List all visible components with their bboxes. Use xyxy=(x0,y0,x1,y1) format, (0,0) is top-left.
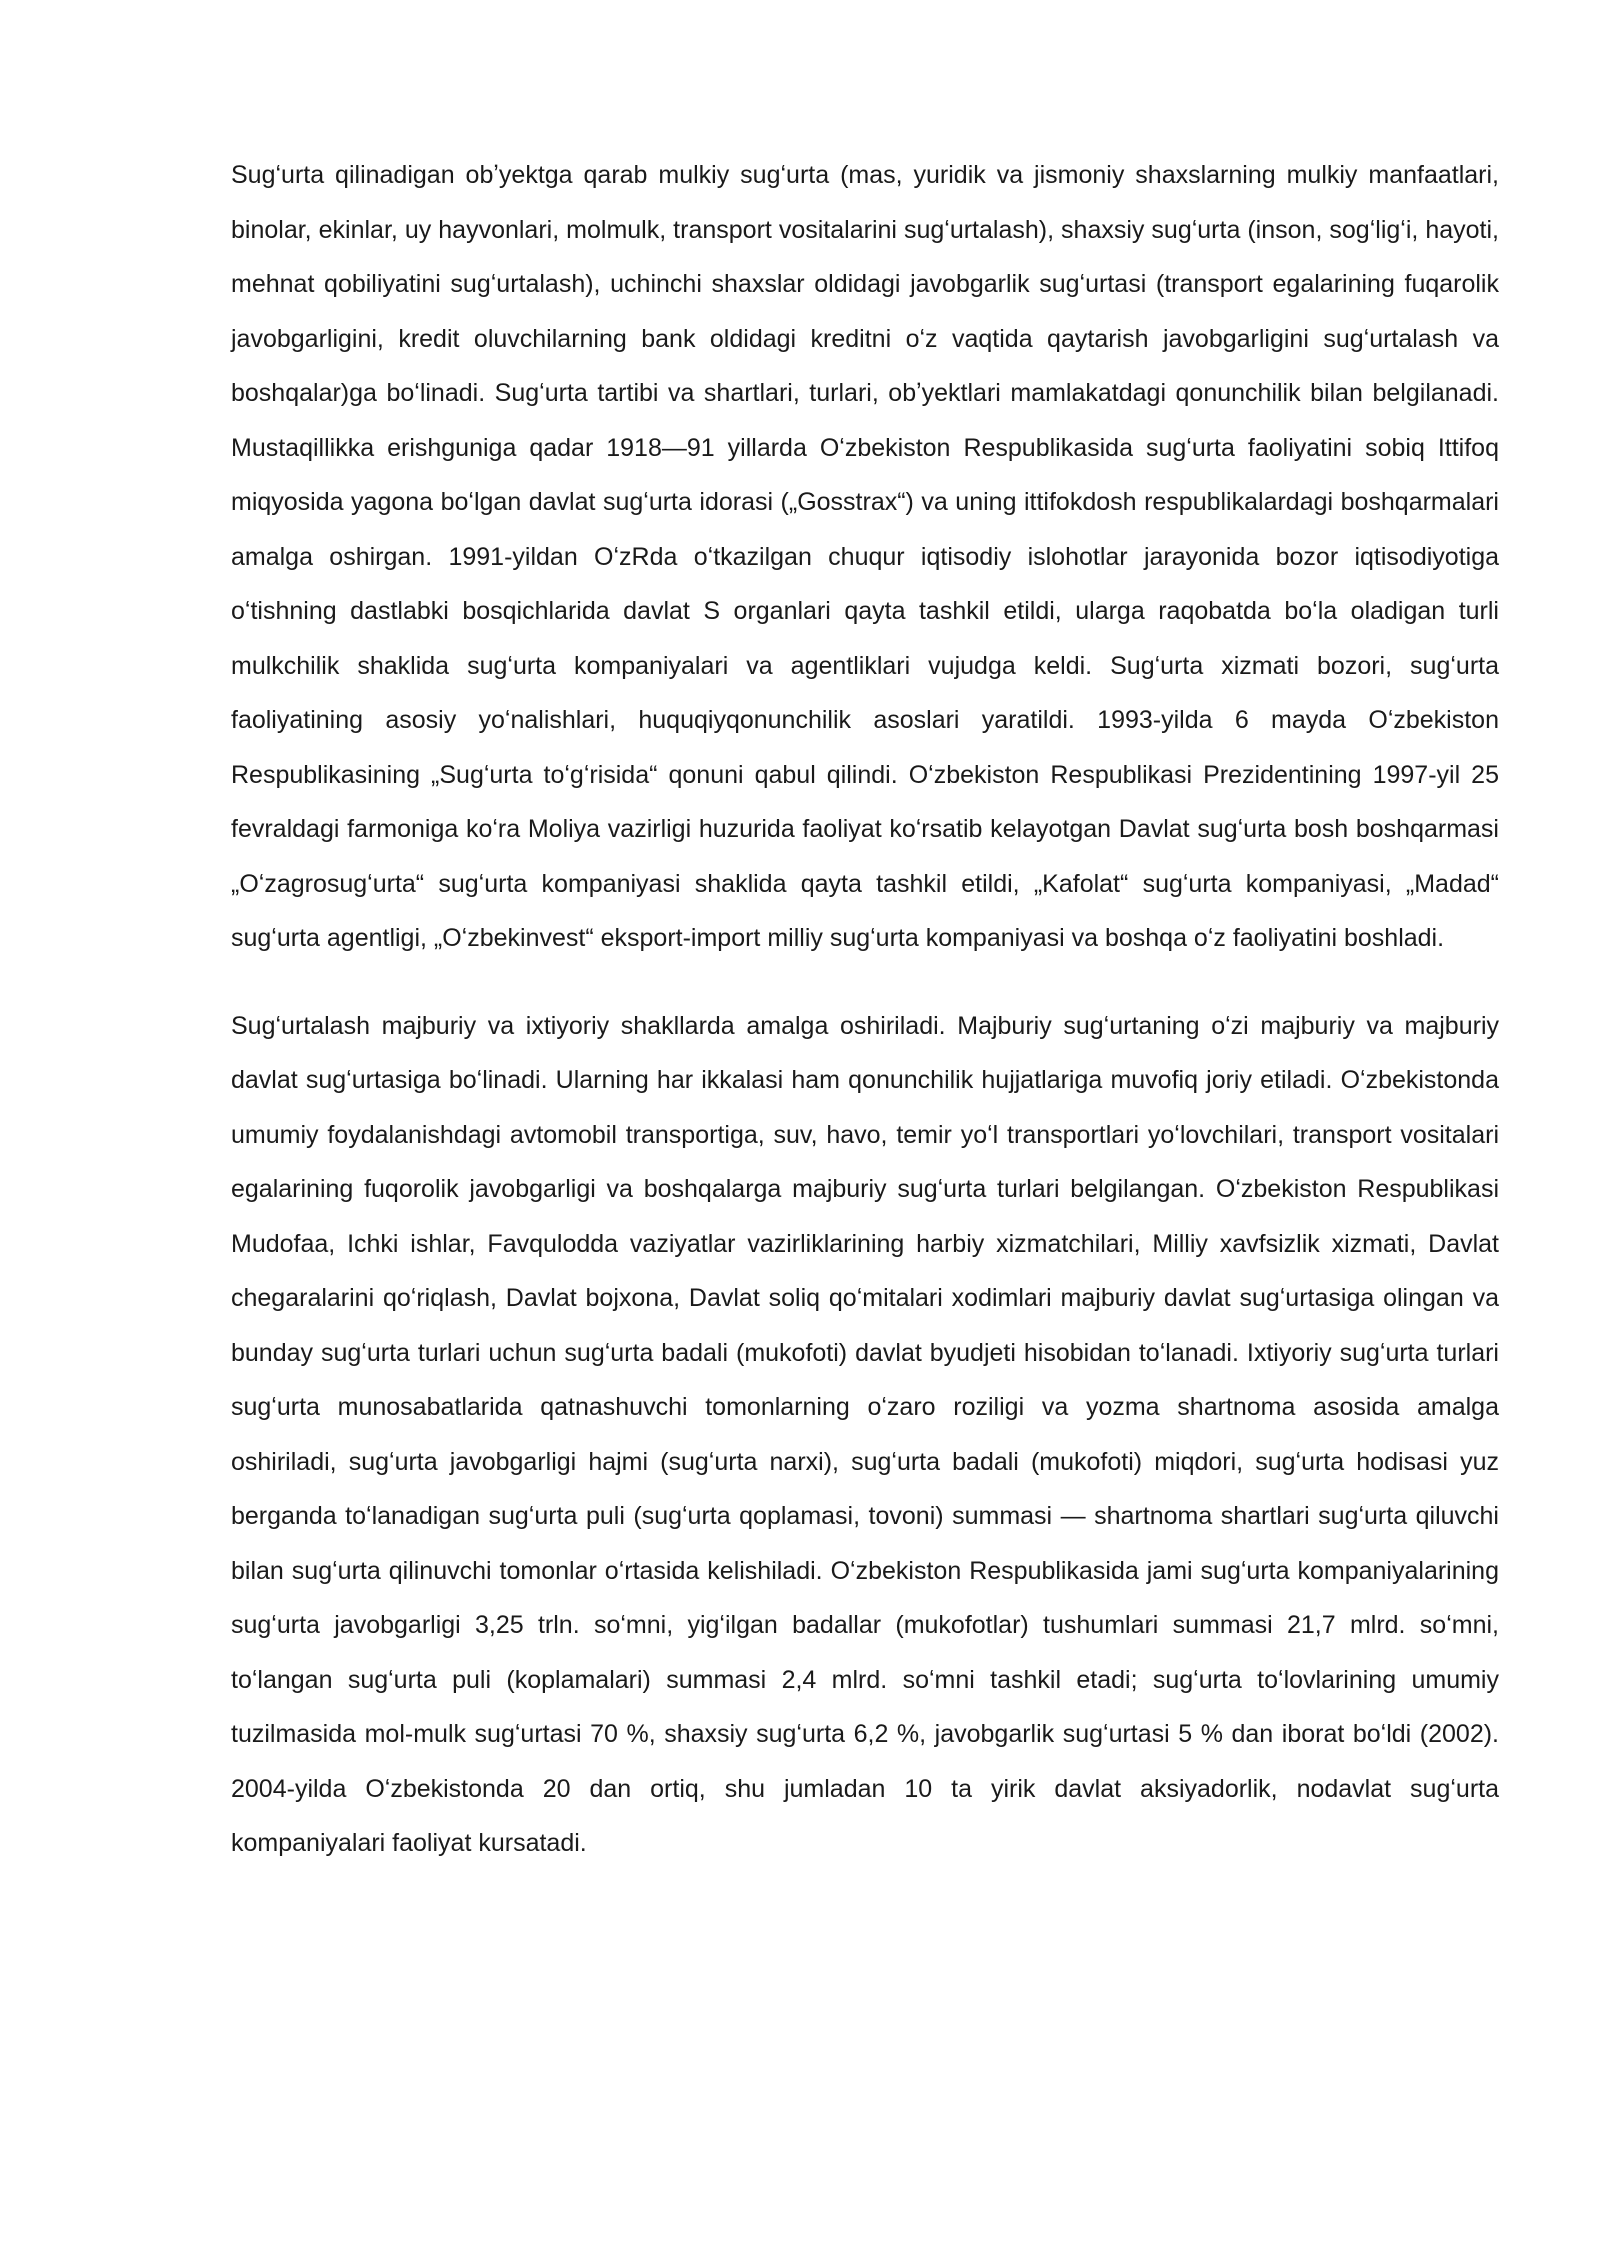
document-body xyxy=(231,148,1499,1871)
paragraph-2: Sugʻurtalash majburiy va ixtiyoriy shakllarda amalga oshiriladi. Majburiy sugʻurtaning oʻzi majburiy va majburiy davlat sugʻurtasiga boʻlinadi. Ularning har ikkalasi ham qonunchilik hujjatlariga muvofiq joriy etiladi. Oʻzbekistonda umumiy foydalanishdagi avtomobil transportiga, suv, havo, temir yoʻl transportlari yoʻlovchilari, transport vositalari egalarining fuqorolik javobgarligi va boshqalarga majburiy sugʻurta turlari belgilangan. Oʻzbekiston Respublikasi Mudofaa, Ichki ishlar, Favqulodda vaziyatlar vazirliklarining harbiy xizmatchilari, Milliy xavfsizlik xizmati, Davlat chegaralarini qoʻriqlash, Davlat bojxona, Davlat soliq qoʻmitalari xodimlari majburiy davlat sugʻurtasiga olingan va bunday sugʻurta turlari uchun sugʻurta badali (mukofoti) davlat byudjeti hisobidan toʻlanadi. Ixtiyoriy sugʻurta turlari sugʻurta munosabatlarida qatnashuvchi tomonlarning oʻzaro roziligi va yozma shartnoma asosida amalga oshiriladi, sugʻurta javobgarligi hajmi (sugʻurta narxi), sugʻurta badali (mukofoti) miqdori, sugʻurta hodisasi yuz berganda toʻlanadigan sugʻurta puli (sugʻurta qoplamasi, tovoni) summasi — shartnoma shartlari sugʻurta qiluvchi bilan sugʻurta qilinuvchi tomonlar oʻrtasida kelishiladi. Oʻzbekiston Respublikasida jami sugʻurta kompaniyalarining sugʻurta javobgarligi 3,25 trln. soʻmni, yigʻilgan badallar (mukofotlar) tushumlari summasi 21,7 mlrd. soʻmni, toʻlangan sugʻurta puli (koplamalari) summasi 2,4 mlrd. soʻmni tashkil etadi; sugʻurta toʻlovlarining umumiy tuzilmasida mol-mulk sugʻurtasi 70 %, shaxsiy sugʻurta 6,2 %, javobgarlik sugʻurtasi 5 % dan iborat boʻldi (2002). 2004-yilda Oʻzbekistonda 20 dan ortiq, shu jumladan 10 ta yirik davlat aksiyadorlik, nodavlat sugʻurta kompaniyalari faoliyat kursatadi. xyxy=(231,1011,1499,1857)
paragraph-1: Sugʻurta qilinadigan obʼyektga qarab mulkiy sugʻurta (mas, yuridik va jismoniy shaxslarning mulkiy manfaatlari, binolar, ekinlar, uy hayvonlari, molmulk, transport vositalarini sugʻurtalash), shaxsiy sugʻurta (inson, sogʻligʻi, hayoti, mehnat qobiliyatini sugʻurtalash), uchinchi shaxslar oldidagi javobgarlik sugʻurtasi (transport egalarining fuqarolik javobgarligini, kredit oluvchilarning bank oldidagi kreditni oʻz vaqtida qaytarish javobgarligini sugʻurtalash va boshqalar)ga boʻlinadi. Sugʻurta tartibi va shartlari, turlari, obʼyektlari mamlakatdagi qonunchilik bilan belgilanadi. Mustaqillikka erishguniga qadar 1918—91 yillarda Oʻzbekiston Respublikasida sugʻurta faoliyatini sobiq Ittifoq miqyosida yagona boʻlgan davlat sugʻurta idorasi („Gosstrax“) va uning ittifokdosh respublikalardagi boshqarmalari amalga oshirgan. 1991-yildan OʻzRda oʻtkazilgan chuqur iqtisodiy islohotlar jarayonida bozor iqtisodiyotiga oʻtishning dastlabki bosqichlarida davlat S organlari qayta tashkil etildi, ularga raqobatda boʻla oladigan turli mulkchilik shaklida sugʻurta kompaniyalari va agentliklari vujudga keldi. Sugʻurta xizmati bozori, sugʻurta faoliyatining asosiy yoʻnalishlari, huquqiyqonunchilik asoslari yaratildi. 1993-yilda 6 mayda Oʻzbekiston Respublikasining „Sugʻurta toʻgʻrisida“ qonuni qabul qilindi. Oʻzbekiston Respublikasi Prezidentining 1997-yil 25 fevraldagi farmoniga koʻra Moliya vazirligi huzurida faoliyat koʻrsatib kelayotgan Davlat sugʻurta bosh boshqarmasi „Oʻzagrosugʻurta“ sugʻurta kompaniyasi shaklida qayta tashkil etildi, „Kafolat“ sugʻurta kompaniyasi, „Madad“ sugʻurta agentligi, „Oʻzbekinvest“ eksport-import milliy sugʻurta kompaniyasi va boshqa oʻz faoliyatini boshladi. xyxy=(231,161,1499,952)
